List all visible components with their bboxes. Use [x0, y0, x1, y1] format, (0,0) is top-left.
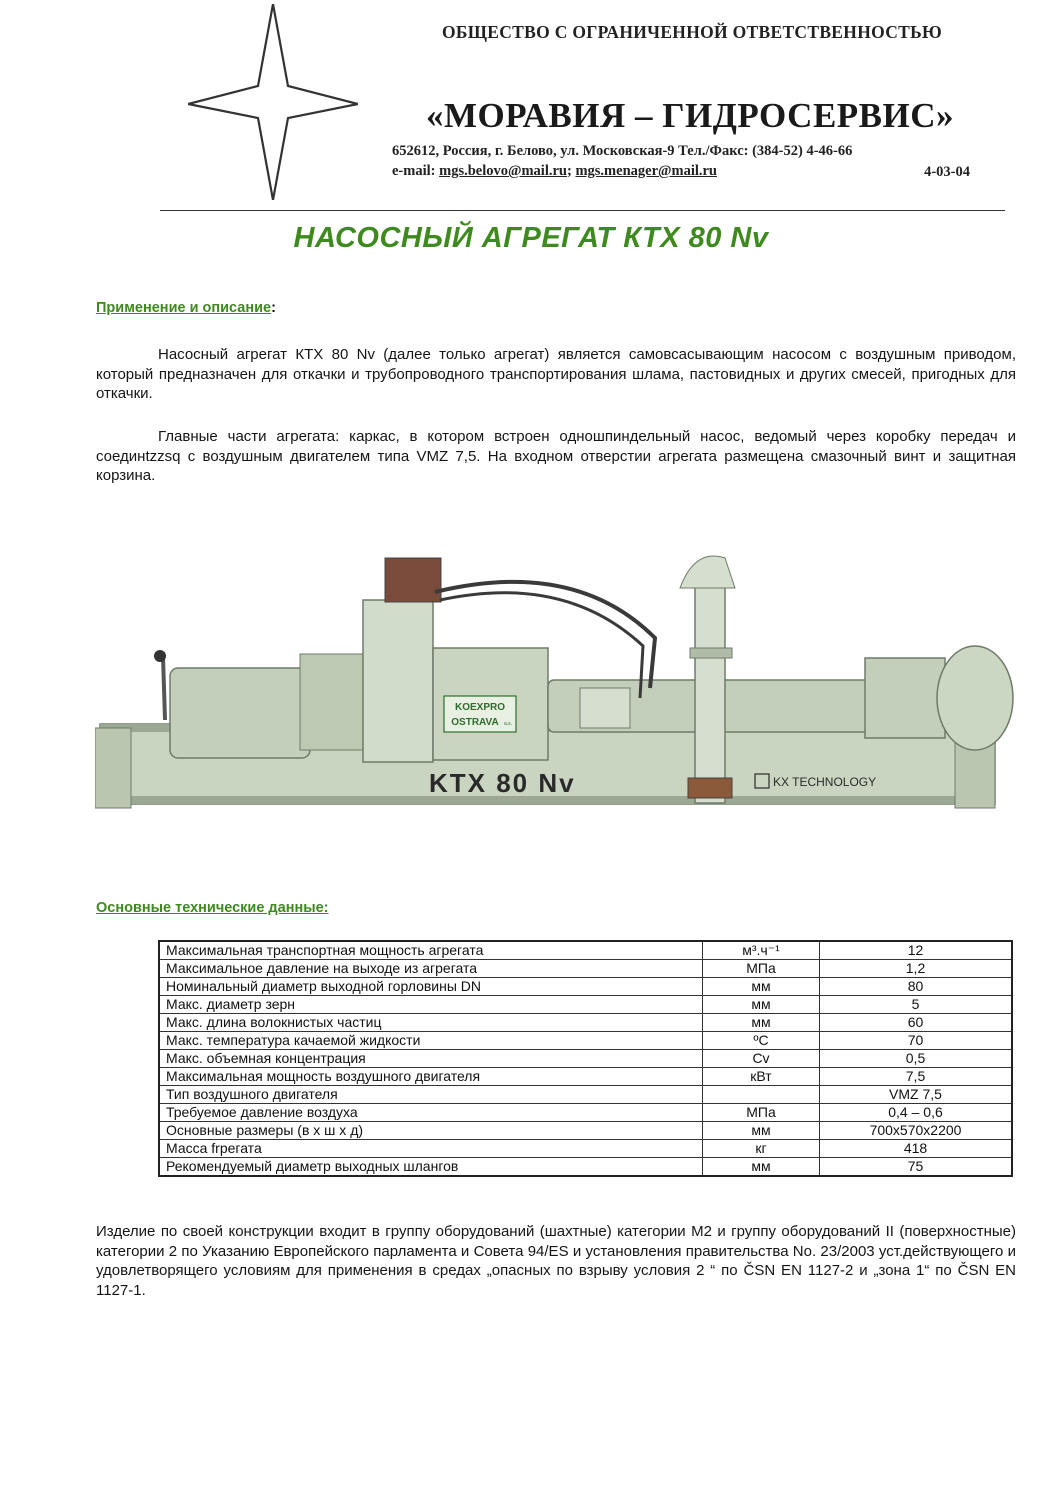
spec-unit: мм [703, 1158, 820, 1177]
document-title: НАСОСНЫЙ АГРЕГАТ КТХ 80 Nv [293, 222, 769, 254]
spec-row [159, 1050, 1012, 1068]
spec-value: 1,2 [820, 960, 1013, 978]
spec-row [159, 1014, 1012, 1032]
second-phone: 4-03-04 [924, 164, 970, 180]
spec-unit: мм [703, 996, 820, 1014]
compliance-note: Изделие по своей конструкции входит в группу оборудований (шахтные) категории М2 и группу оборудований II (поверхностные) категории 2 по Указанию Европейского парламента и Совета 94/ES и установления правительства No. 23/2003 уст.действующего и удовлетворящего условиям для применения в средах „опасных по взрыву условия 2 “ по ČSN EN 1127-2 и „зона 1“ по ČSN EN 1127-1. [96, 1223, 1016, 1299]
spec-row [159, 941, 1012, 960]
spec-param: Макс. температура качаемой жидкости [159, 1032, 703, 1050]
spec-param: Макс. длина волокнистых частиц [159, 1014, 703, 1032]
spec-value: 5 [820, 996, 1013, 1014]
spec-unit: МПа [703, 960, 820, 978]
spec-value: 60 [820, 1014, 1013, 1032]
spec-param: Тип воздушного двигателя [159, 1086, 703, 1104]
spec-value: 12 [820, 941, 1013, 960]
spec-param: Масса frрегата [159, 1140, 703, 1158]
kx-technology-label: KX TECHNOLOGY [773, 775, 877, 789]
star-logo-icon [188, 4, 358, 200]
spec-value: 80 [820, 978, 1013, 996]
spec-unit: МПа [703, 1104, 820, 1122]
spec-unit: кг [703, 1140, 820, 1158]
spec-value: VMZ 7,5 [820, 1086, 1013, 1104]
spec-unit: Cv [703, 1050, 820, 1068]
spec-value: 75 [820, 1158, 1013, 1177]
spec-param: Макс. объемная концентрация [159, 1050, 703, 1068]
email-label: e-mail: [392, 163, 436, 179]
spec-unit: кВт [703, 1068, 820, 1086]
email-separator: ; [566, 163, 572, 179]
spec-row [159, 996, 1012, 1014]
spec-unit: ºС [703, 1032, 820, 1050]
spec-param: Рекомендуемый диаметр выходных шлангов [159, 1158, 703, 1177]
spec-param: Основные размеры (в х ш х д) [159, 1122, 703, 1140]
spec-param: Требуемое давление воздуха [159, 1104, 703, 1122]
spec-unit: мм [703, 1014, 820, 1032]
header-divider [160, 210, 1005, 211]
spec-unit: мм [703, 1122, 820, 1140]
spec-row [159, 1086, 1012, 1104]
logo-suffix-text: a.s. [503, 721, 513, 727]
company-contacts [392, 163, 992, 180]
logo-koexpro-text: KOEXPRO [454, 702, 506, 713]
section-heading-text: Применение и описание [96, 300, 272, 316]
pump-unit-photo [95, 548, 1015, 848]
organization-type: ОБЩЕСТВО С ОГРАНИЧЕННОЙ ОТВЕТСТВЕННОСТЬЮ [441, 22, 943, 42]
spec-param: Номинальный диаметр выходной горловины DN [159, 978, 703, 996]
section-heading-specs-text: Основные технические данные: [96, 900, 329, 916]
company-name: «МОРАВИЯ – ГИДРОСЕРВИС» [425, 96, 955, 135]
paragraph-2-text: Главные части агрегата: каркас, в котором встроен одношпиндельный насос, ведомый через коробку передач и соединtzzsq с воздушным двигателем типа VMZ 7,5. На входном отверстии агрегата размещена смазочный винт и защитная корзина. [96, 428, 1016, 484]
spec-value: 70 [820, 1032, 1013, 1050]
section-heading-specs [96, 900, 329, 916]
spec-unit: мм [703, 978, 820, 996]
spec-param: Максимальное давление на выходе из агрегата [159, 960, 703, 978]
spec-row [159, 1140, 1012, 1158]
paragraph-1-text: Насосный агрегат КТХ 80 Nv (далее только агрегат) является самовсасывающим насосом с воздушным приводом, который предназначен для откачки и трубопроводного транспортирования шлама, пастовидных и других смесей, пригодных для откачки. [96, 346, 1016, 402]
spec-value: 418 [820, 1140, 1013, 1158]
spec-value: 7,5 [820, 1068, 1013, 1086]
spec-row [159, 1122, 1012, 1140]
spec-row [159, 1158, 1012, 1177]
spec-table [158, 940, 1013, 1177]
spec-param: Макс. диаметр зерн [159, 996, 703, 1014]
spec-row [159, 1104, 1012, 1122]
spec-row [159, 960, 1012, 978]
section-heading-description [96, 300, 276, 316]
section-heading-colon: : [271, 300, 276, 316]
spec-row [159, 1068, 1012, 1086]
spec-value: 0,4 – 0,6 [820, 1104, 1013, 1122]
email-link-2[interactable]: mgs.menager@mail.ru [575, 163, 717, 179]
paragraph-main-parts [96, 427, 1016, 486]
company-address: 652612, Россия, г. Белово, ул. Московская-9 Тел./Факс: (384-52) 4-46-66 [392, 143, 853, 159]
spec-unit [703, 1086, 820, 1104]
spec-row [159, 978, 1012, 996]
paragraph-description [96, 345, 1016, 404]
email-link-1[interactable]: mgs.belovo@mail.ru [439, 163, 567, 179]
spec-param: Максимальная мощность воздушного двигателя [159, 1068, 703, 1086]
spec-value: 0,5 [820, 1050, 1013, 1068]
model-label-on-frame: KTX 80 Nv [429, 768, 576, 798]
spec-param: Максимальная транспортная мощность агрегата [159, 941, 703, 960]
spec-row [159, 1032, 1012, 1050]
logo-ostrava-text: OSTRAVA [451, 717, 499, 728]
spec-unit: м³.ч⁻¹ [703, 941, 820, 960]
spec-value: 700х570х2200 [820, 1122, 1013, 1140]
